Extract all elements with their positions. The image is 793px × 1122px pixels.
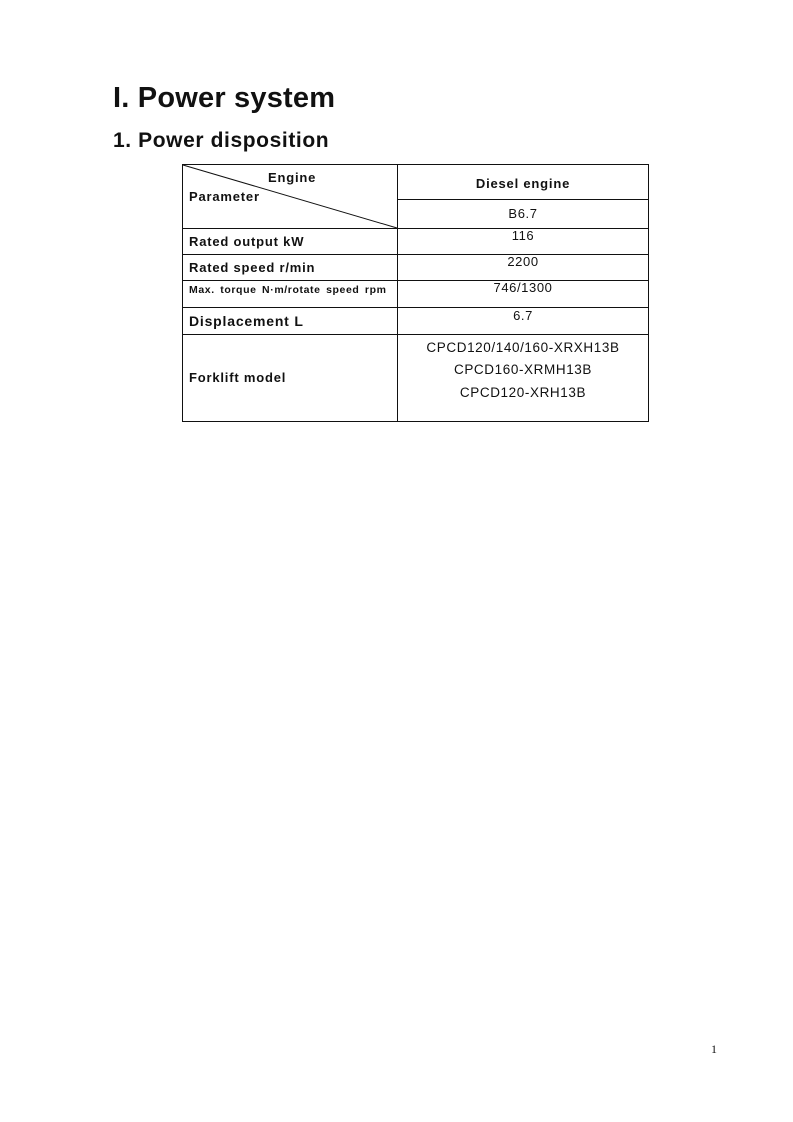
- table-row: [182, 281, 649, 307]
- row-value: 746/1300: [493, 280, 553, 295]
- row-label: Displacement L: [189, 313, 304, 329]
- column-header: Diesel engine: [475, 176, 571, 191]
- forklift-model: CPCD120/140/160-XRXH13B: [426, 340, 620, 355]
- row-value-cell: [398, 281, 648, 307]
- page-number: 1: [711, 1042, 717, 1056]
- engine-model-value: B6.7: [508, 206, 538, 221]
- row-value-cell: [398, 229, 648, 254]
- row-label: Rated speed r/min: [189, 260, 316, 275]
- row-label: Max. torque N·m/rotate speed rpm: [189, 284, 387, 296]
- page-title: I. Power system: [113, 82, 336, 114]
- corner-label-parameter: Parameter: [189, 189, 260, 204]
- power-disposition-table: [182, 164, 649, 422]
- diesel-engine-header-cell: [398, 164, 648, 199]
- row-value-cell: [398, 335, 648, 421]
- forklift-model: CPCD160-XRMH13B: [453, 362, 593, 377]
- table-row: [182, 335, 649, 421]
- row-label: Rated output kW: [189, 234, 305, 249]
- table-row: [182, 229, 649, 254]
- table-row: [182, 255, 649, 280]
- table-border-bottom: [182, 421, 649, 422]
- table-row: [182, 308, 649, 334]
- row-value: 2200: [507, 254, 539, 269]
- row-value: 116: [511, 228, 535, 243]
- section-title: 1. Power disposition: [113, 129, 330, 152]
- forklift-model: CPCD120-XRH13B: [459, 385, 587, 400]
- row-label: Forklift model: [189, 370, 287, 385]
- row-value: 6.7: [513, 308, 533, 323]
- row-value-cell: [398, 255, 648, 280]
- corner-label-engine: Engine: [268, 170, 317, 185]
- row-value-cell: [398, 308, 648, 334]
- engine-model-cell: [398, 200, 648, 228]
